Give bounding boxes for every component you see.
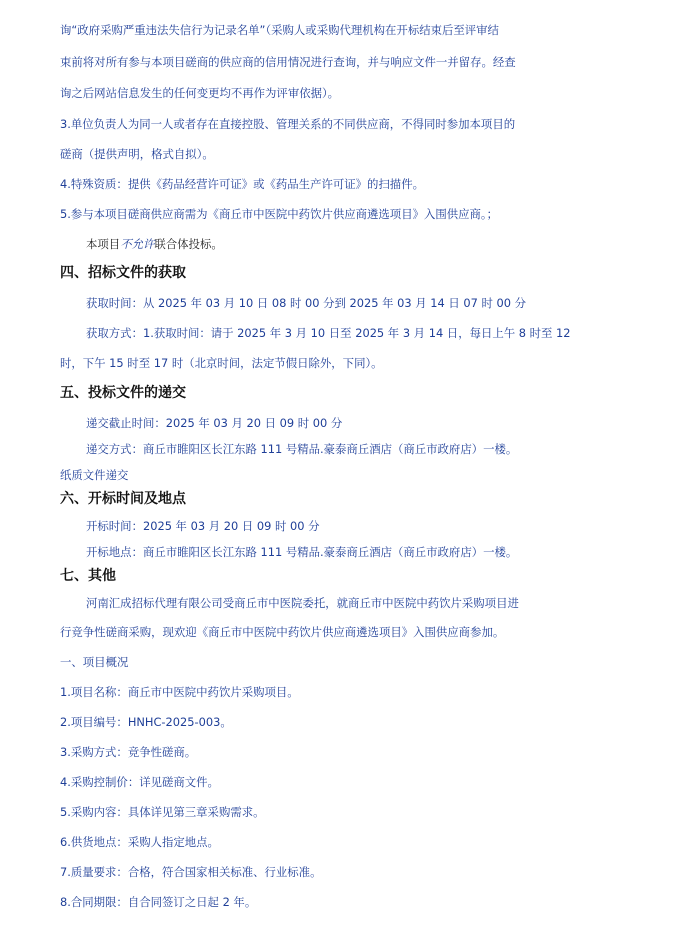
overview-heading: 一、项目概况 (60, 655, 129, 669)
submit-method-line-1: 递交方式：商丘市睢阳区长江东路 111 号精品.豪泰商丘酒店（商丘市政府店）一楼。 (86, 442, 518, 456)
section-heading-5: 五、投标文件的递交 (60, 385, 186, 401)
paragraph-line: 5.参与本项目磋商供应商需为《商丘市中医院中药饮片供应商遴选项目》入围供应商。； (60, 207, 499, 221)
overview-item: 2.项目编号：HNHC-2025-003。 (60, 715, 232, 729)
submit-deadline: 递交截止时间：2025 年 03 月 20 日 09 时 00 分 (86, 416, 343, 430)
paragraph-line: 磋商（提供声明，格式自拟）。 (60, 147, 214, 161)
acquire-method-line-2: 时，下午 15 时至 17 时（北京时间，法定节假日除外，下同）。 (60, 356, 383, 370)
section-heading-4: 四、招标文件的获取 (60, 265, 186, 281)
paragraph-line: 3.单位负责人为同一人或者存在直接控股、管理关系的不同供应商，不得同时参加本项目的 (60, 117, 516, 131)
overview-item: 4.采购控制价：详见磋商文件。 (60, 775, 219, 789)
paragraph-line: 4.特殊资质：提供《药品经营许可证》或《药品生产许可证》的扫描件。 (60, 177, 424, 191)
section-heading-7: 七、其他 (60, 568, 116, 584)
overview-item: 5.采购内容：具体详见第三章采购需求。 (60, 805, 265, 819)
overview-item: 8.合同期限：自合同签订之日起 2 年。 (60, 895, 257, 909)
section-heading-6: 六、开标时间及地点 (60, 491, 186, 507)
consortium-line (86, 236, 223, 252)
overview-item: 7.质量要求：合格，符合国家相关标准、行业标准。 (60, 865, 322, 879)
consortium-value: 不允许 (120, 237, 155, 251)
acquire-method-line-1: 获取方式：1.获取时间：请于 2025 年 3 月 10 日至 2025 年 3 月 14 日，每日上午 8 时至 12 (86, 326, 571, 340)
paragraph-line: 询之后网站信息发生的任何变更均不再作为评审依据）。 (60, 86, 340, 100)
paragraph-line: 询“政府采购严重违法失信行为记录名单”（采购人或采购代理机构在开标结束后至评审结 (60, 23, 499, 37)
consortium-prefix: 本项目 (86, 237, 121, 251)
acquire-time: 获取时间：从 2025 年 03 月 10 日 08 时 00 分到 2025 年 03 月 14 日 07 时 00 分 (86, 296, 526, 310)
opening-place: 开标地点：商丘市睢阳区长江东路 111 号精品.豪泰商丘酒店（商丘市政府店）一楼。 (86, 545, 518, 559)
overview-item: 6.供货地点：采购人指定地点。 (60, 835, 219, 849)
opening-time: 开标时间：2025 年 03 月 20 日 09 时 00 分 (86, 519, 320, 533)
paragraph-line: 束前将对所有参与本项目磋商的供应商的信用情况进行查询，并与响应文件一并留存。经查 (60, 55, 516, 69)
other-paragraph-line-2: 行竞争性磋商采购，现欢迎《商丘市中医院中药饮片供应商遴选项目》入围供应商参加。 (60, 625, 505, 639)
overview-item: 3.采购方式：竞争性磋商。 (60, 745, 197, 759)
other-paragraph-line-1: 河南汇成招标代理有限公司受商丘市中医院委托，就商丘市中医院中药饮片采购项目进 (86, 596, 519, 610)
overview-item: 1.项目名称：商丘市中医院中药饮片采购项目。 (60, 685, 299, 699)
consortium-suffix: 联合体投标。 (154, 237, 223, 251)
submit-method-line-2: 纸质文件递交 (60, 468, 129, 482)
